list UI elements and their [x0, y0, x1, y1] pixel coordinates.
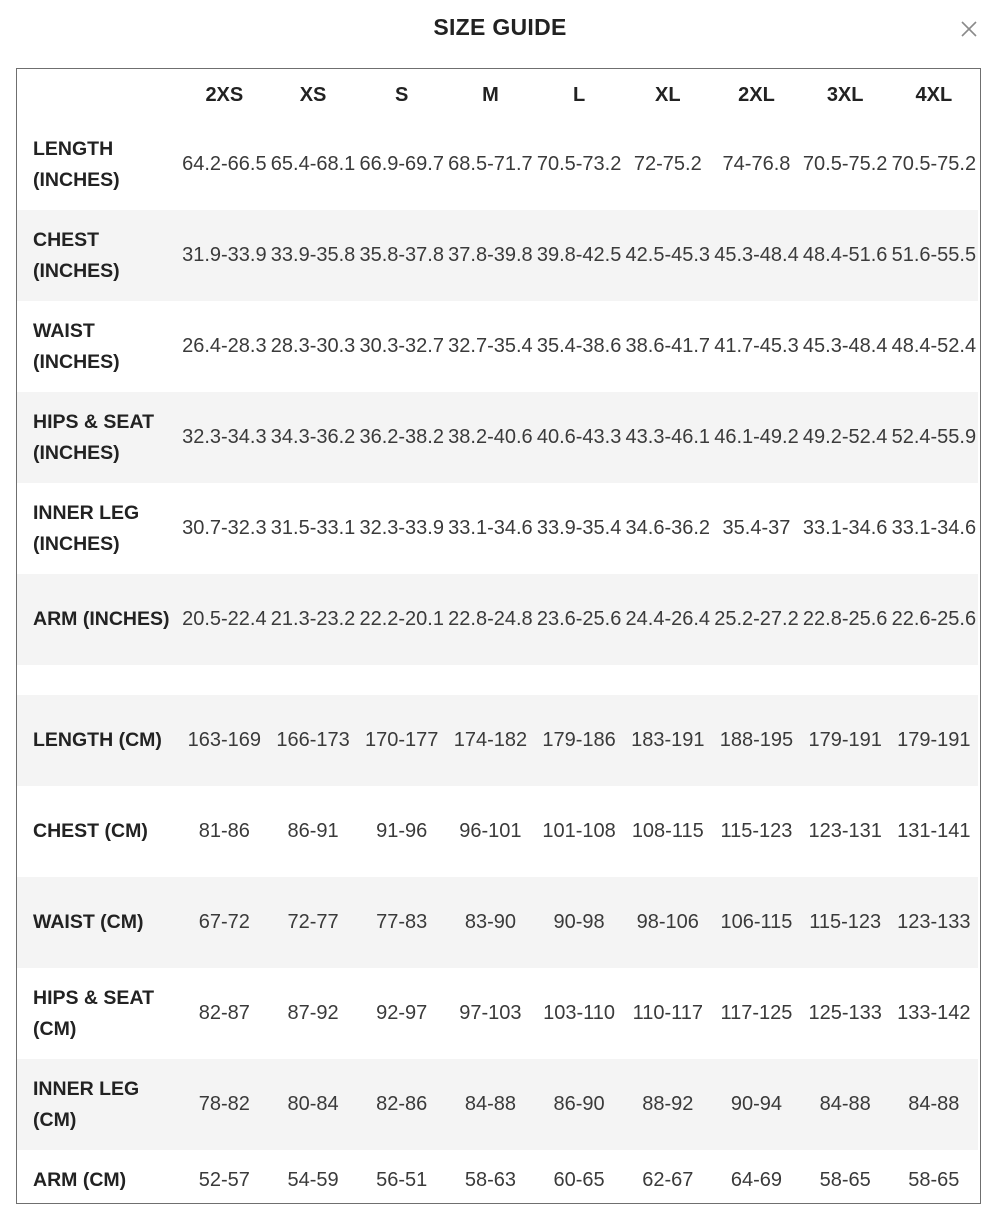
size-value-cell: 41.7-45.3	[714, 335, 799, 357]
size-value-cell: 174-182	[446, 695, 535, 786]
size-column-header: M	[482, 83, 499, 106]
measurement-row	[17, 877, 978, 968]
size-value-cell: 31.5-33.1	[270, 517, 356, 539]
size-value-cell: 78-82	[180, 1059, 269, 1150]
size-value-cell: 110-117	[632, 1002, 703, 1024]
size-value-cell: 81-86	[198, 820, 250, 842]
size-value-cell: 117-125	[720, 1002, 793, 1024]
size-value-cell: 101-108	[542, 820, 616, 842]
size-value-cell: 183-191	[623, 695, 712, 786]
measurement-row	[17, 483, 978, 574]
size-value-cell: 70.5-75.2	[802, 153, 888, 175]
size-column-header: S	[395, 83, 409, 106]
size-table-body	[17, 119, 978, 1204]
size-value-cell: 22.2-20.1	[357, 574, 446, 665]
measurement-row	[17, 1150, 978, 1204]
size-value-cell: 170-177	[357, 695, 446, 786]
size-value-cell: 88-92	[623, 1059, 712, 1150]
size-value-cell: 64-69	[730, 1168, 783, 1191]
size-column-header: 3XL	[826, 83, 864, 106]
size-value-cell: 30.7-32.3	[182, 517, 267, 539]
measurement-label: WAIST (INCHES)	[33, 319, 120, 373]
size-value-cell: 74-76.8	[722, 153, 791, 175]
size-value-cell: 52-57	[198, 1168, 250, 1191]
size-value-cell: 23.6-25.6	[535, 574, 624, 665]
close-icon	[960, 20, 978, 38]
size-value-cell: 125-133	[808, 1002, 882, 1024]
size-value-cell: 77-83	[357, 877, 446, 968]
size-value-cell: 52.4-55.9	[890, 392, 979, 483]
size-value-cell: 84-88	[446, 1059, 535, 1150]
measurement-row	[17, 968, 978, 1059]
size-value-cell: 115-123	[720, 820, 793, 842]
size-value-cell: 40.6-43.3	[535, 392, 624, 483]
size-value-cell: 131-141	[897, 820, 971, 842]
close-button[interactable]	[954, 14, 984, 44]
size-value-cell: 179-186	[535, 695, 624, 786]
size-value-cell: 87-92	[287, 1002, 339, 1024]
size-value-cell: 188-195	[712, 695, 801, 786]
header-corner	[17, 69, 180, 119]
size-value-cell: 20.5-22.4	[180, 574, 269, 665]
size-value-cell: 22.8-25.6	[801, 574, 890, 665]
size-value-cell: 58-65	[819, 1168, 871, 1191]
size-value-cell: 166-173	[269, 695, 358, 786]
size-value-cell: 21.3-23.2	[269, 574, 358, 665]
measurement-label: HIPS & SEAT (INCHES)	[17, 392, 180, 483]
size-value-cell: 26.4-28.3	[182, 335, 267, 357]
size-value-cell: 36.2-38.2	[357, 392, 446, 483]
measurement-row	[17, 119, 978, 210]
size-value-cell: 38.6-41.7	[625, 335, 711, 357]
size-value-cell: 33.9-35.4	[536, 517, 622, 539]
size-table	[17, 69, 978, 1204]
size-value-cell: 35.8-37.8	[357, 210, 446, 301]
measurement-row	[17, 1059, 978, 1150]
size-value-cell: 60-65	[553, 1168, 605, 1191]
size-value-cell: 179-191	[801, 695, 890, 786]
size-value-cell: 97-103	[459, 1002, 522, 1024]
size-value-cell: 90-98	[535, 877, 624, 968]
size-value-cell: 33.1-34.6	[891, 517, 977, 539]
size-value-cell: 33.9-35.8	[269, 210, 358, 301]
size-value-cell: 123-131	[808, 820, 882, 842]
size-table-frame	[16, 68, 981, 1204]
size-value-cell: 31.9-33.9	[180, 210, 269, 301]
size-value-cell: 68.5-71.7	[448, 153, 533, 175]
size-value-cell: 49.2-52.4	[801, 392, 890, 483]
size-value-cell: 96-101	[459, 820, 522, 842]
measurement-label: INNER LEG (INCHES)	[33, 501, 140, 555]
size-value-cell: 64.2-66.5	[182, 153, 267, 175]
size-value-cell: 35.4-37	[722, 517, 791, 539]
size-value-cell: 30.3-32.7	[359, 335, 444, 357]
modal-header	[0, 0, 1000, 68]
measurement-label: WAIST (CM)	[17, 877, 180, 968]
size-value-cell: 72-77	[269, 877, 358, 968]
size-column-header: XS	[299, 83, 327, 106]
size-value-cell: 66.9-69.7	[359, 153, 444, 175]
size-value-cell: 163-169	[180, 695, 269, 786]
size-column-header: 2XL	[738, 83, 775, 106]
measurement-label: CHEST (INCHES)	[17, 210, 180, 301]
size-value-cell: 42.5-45.3	[623, 210, 712, 301]
size-value-cell: 123-133	[890, 877, 979, 968]
spacer-cell	[17, 665, 978, 695]
size-value-cell: 45.3-48.4	[802, 335, 888, 357]
size-value-cell: 58-65	[908, 1168, 960, 1191]
size-header-row	[17, 69, 978, 119]
size-value-cell: 103-110	[543, 1002, 616, 1024]
size-value-cell: 86-91	[287, 820, 339, 842]
size-value-cell: 133-142	[897, 1002, 971, 1024]
size-value-cell: 98-106	[623, 877, 712, 968]
measurement-label: HIPS & SEAT (CM)	[33, 986, 154, 1040]
size-value-cell: 54-59	[287, 1168, 339, 1191]
size-value-cell: 45.3-48.4	[712, 210, 801, 301]
section-spacer	[17, 665, 978, 695]
measurement-label: CHEST (CM)	[33, 820, 148, 842]
size-value-cell: 179-191	[890, 695, 979, 786]
size-value-cell: 58-63	[464, 1168, 516, 1191]
size-value-cell: 48.4-51.6	[801, 210, 890, 301]
measurement-row	[17, 210, 978, 301]
size-value-cell: 33.1-34.6	[448, 517, 533, 539]
size-value-cell: 43.3-46.1	[623, 392, 712, 483]
size-value-cell: 32.3-34.3	[180, 392, 269, 483]
size-value-cell: 34.6-36.2	[625, 517, 711, 539]
size-value-cell: 82-86	[357, 1059, 446, 1150]
size-value-cell: 67-72	[180, 877, 269, 968]
size-column-header: 4XL	[915, 83, 953, 106]
size-value-cell: 115-123	[801, 877, 890, 968]
size-value-cell: 22.6-25.6	[890, 574, 979, 665]
measurement-row	[17, 574, 978, 665]
measurement-row	[17, 695, 978, 786]
size-value-cell: 72-75.2	[633, 153, 702, 175]
measurement-label: LENGTH (INCHES)	[33, 137, 120, 191]
size-value-cell: 32.7-35.4	[448, 335, 533, 357]
size-value-cell: 33.1-34.6	[802, 517, 888, 539]
size-value-cell: 34.3-36.2	[269, 392, 358, 483]
size-column-header: XL	[655, 83, 681, 106]
size-value-cell: 108-115	[631, 820, 704, 842]
size-value-cell: 106-115	[712, 877, 801, 968]
measurement-row	[17, 301, 978, 392]
size-value-cell: 70.5-75.2	[891, 153, 977, 175]
size-value-cell: 22.8-24.8	[446, 574, 535, 665]
modal-title: SIZE GUIDE	[433, 14, 567, 40]
size-value-cell: 90-94	[712, 1059, 801, 1150]
size-value-cell: 86-90	[535, 1059, 624, 1150]
size-value-cell: 28.3-30.3	[270, 335, 356, 357]
measurement-label: LENGTH (CM)	[17, 695, 180, 786]
size-value-cell: 83-90	[446, 877, 535, 968]
measurement-label: ARM (CM)	[33, 1168, 127, 1191]
size-value-cell: 48.4-52.4	[891, 335, 977, 357]
size-value-cell: 51.6-55.5	[890, 210, 979, 301]
measurement-row	[17, 392, 978, 483]
size-value-cell: 38.2-40.6	[446, 392, 535, 483]
size-value-cell: 24.4-26.4	[623, 574, 712, 665]
size-value-cell: 70.5-73.2	[536, 153, 622, 175]
size-value-cell: 80-84	[269, 1059, 358, 1150]
size-value-cell: 35.4-38.6	[536, 335, 622, 357]
size-value-cell: 25.2-27.2	[712, 574, 801, 665]
size-value-cell: 84-88	[890, 1059, 979, 1150]
size-value-cell: 92-97	[376, 1002, 428, 1024]
size-value-cell: 65.4-68.1	[270, 153, 356, 175]
measurement-row	[17, 786, 978, 877]
measurement-label: ARM (INCHES)	[17, 574, 180, 665]
size-value-cell: 91-96	[376, 820, 428, 842]
size-value-cell: 37.8-39.8	[446, 210, 535, 301]
size-value-cell: 82-87	[198, 1002, 250, 1024]
size-value-cell: 46.1-49.2	[712, 392, 801, 483]
size-value-cell: 32.3-33.9	[359, 517, 444, 539]
size-column-header: L	[572, 83, 586, 106]
size-value-cell: 84-88	[801, 1059, 890, 1150]
size-value-cell: 62-67	[642, 1168, 694, 1191]
size-value-cell: 56-51	[376, 1168, 428, 1191]
size-value-cell: 39.8-42.5	[535, 210, 624, 301]
size-column-header: 2XS	[205, 83, 244, 106]
measurement-label: INNER LEG (CM)	[17, 1059, 180, 1150]
